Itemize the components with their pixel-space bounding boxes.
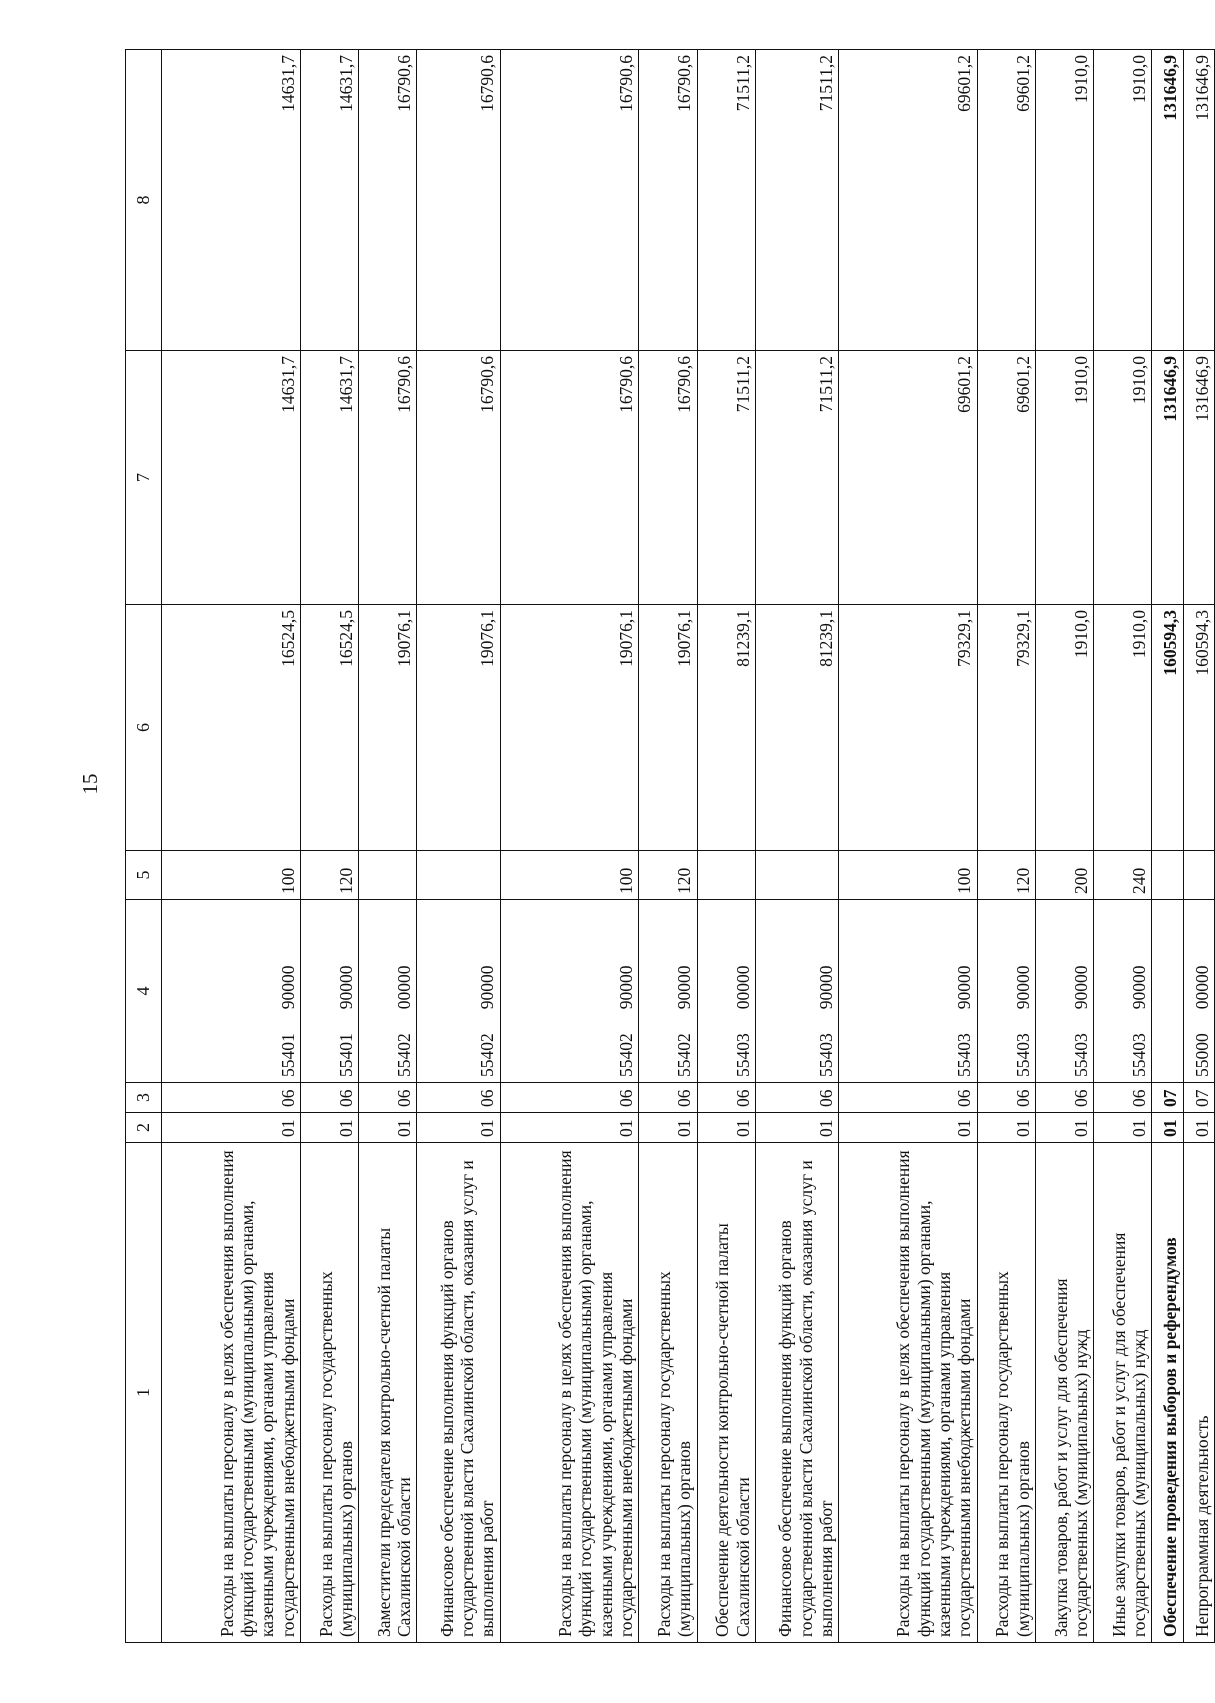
row-code-4a: 55403 (1070, 1033, 1091, 1077)
row-value-8-cell: 14631,7 (300, 50, 358, 351)
row-code-5-cell (359, 851, 417, 900)
rotated-table-inner (125, 50, 1215, 1643)
row-code-2-cell: 01 (1035, 1113, 1093, 1143)
row-name-cell: Заместители председателя контрольно-счетной палаты Сахалинской области (359, 1143, 417, 1643)
row-code-5-cell: 120 (639, 851, 697, 900)
header-cell-4: 4 (126, 900, 162, 1083)
row-value-6-cell: 19076,1 (359, 605, 417, 851)
row-code-4b: 00000 (1191, 965, 1212, 1010)
row-name-cell: Финансовое обеспечение выполнения функций органов государственной власти Сахалинской области, оказания услуг и выполнения работ (417, 1143, 500, 1643)
row-code-3-cell: 06 (639, 1083, 697, 1113)
row-value-6-cell: 1910,0 (1094, 605, 1152, 851)
table-row (755, 50, 838, 1643)
row-code-2-cell: 01 (977, 1113, 1035, 1143)
row-code-4a: 55402 (394, 1033, 415, 1077)
row-code-4a: 55403 (1129, 1033, 1150, 1077)
table-row (1183, 50, 1214, 1643)
row-code-4a: 55403 (815, 1033, 836, 1077)
header-cell-2: 2 (126, 1113, 162, 1143)
row-code-3-cell: 06 (162, 1083, 300, 1113)
row-code-4-cell (1094, 900, 1152, 1083)
row-value-6-cell: 79329,1 (977, 605, 1035, 851)
row-code-2-cell: 01 (1183, 1113, 1214, 1143)
table-row (977, 50, 1035, 1643)
row-value-8-cell: 131646,9 (1183, 50, 1214, 351)
row-code-5-cell: 200 (1035, 851, 1093, 900)
row-name-cell: Обеспечение деятельности контрольно-счетной палаты Сахалинской области (697, 1143, 755, 1643)
header-cell-7: 7 (126, 351, 162, 605)
row-code-4b: 90000 (1012, 965, 1033, 1010)
row-value-8-cell: 69601,2 (839, 50, 977, 351)
page-number: 15 (78, 773, 102, 795)
row-name-cell: Расходы на выплаты персоналу в целях обеспечения выполнения функций государственными (муниципальными) органами, казенными учреждениями, органами управления государственными внебюджетными фондами (500, 1143, 638, 1643)
row-code-2-cell: 01 (1094, 1113, 1152, 1143)
row-code-5-cell: 240 (1094, 851, 1152, 900)
row-value-7-cell: 1910,0 (1094, 351, 1152, 605)
row-code-3-cell: 06 (839, 1083, 977, 1113)
row-code-4b: 90000 (335, 965, 356, 1010)
row-value-6-cell: 19076,1 (500, 605, 638, 851)
row-code-4b: 90000 (1070, 965, 1091, 1010)
row-value-7-cell: 16790,6 (639, 351, 697, 605)
row-code-3-cell: 06 (359, 1083, 417, 1113)
row-value-6-cell: 19076,1 (417, 605, 500, 851)
row-code-4-cell (755, 900, 838, 1083)
row-code-4b: 90000 (674, 965, 695, 1010)
table-row (697, 50, 755, 1643)
table-row (639, 50, 697, 1643)
row-code-2-cell: 01 (500, 1113, 638, 1143)
row-code-3-cell: 07 (1152, 1083, 1183, 1113)
row-name-cell: Расходы на выплаты персоналу в целях обеспечения выполнения функций государственными (муниципальными) органами, казенными учреждениями, органами управления государственными внебюджетными фондами (839, 1143, 977, 1643)
row-code-4a: 55403 (954, 1033, 975, 1077)
row-code-5-cell (697, 851, 755, 900)
row-code-4a: 55401 (335, 1033, 356, 1077)
row-value-6-cell: 16524,5 (162, 605, 300, 851)
row-value-8-cell: 16790,6 (417, 50, 500, 351)
table-row (162, 50, 300, 1643)
row-value-7-cell: 71511,2 (755, 351, 838, 605)
row-value-8-cell: 16790,6 (359, 50, 417, 351)
table-row (1035, 50, 1093, 1643)
table-row (300, 50, 358, 1643)
budget-table (125, 49, 1215, 1643)
row-value-7-cell: 16790,6 (359, 351, 417, 605)
row-code-5-cell (417, 851, 500, 900)
row-code-5-cell: 100 (500, 851, 638, 900)
row-value-6-cell: 81239,1 (755, 605, 838, 851)
row-value-6-cell: 160594,3 (1152, 605, 1183, 851)
row-code-5-cell: 100 (839, 851, 977, 900)
row-value-7-cell: 131646,9 (1183, 351, 1214, 605)
row-code-4b: 90000 (277, 965, 298, 1010)
row-code-3-cell: 06 (697, 1083, 755, 1113)
row-code-4-cell (417, 900, 500, 1083)
row-value-7-cell: 16790,6 (500, 351, 638, 605)
header-cell-3: 3 (126, 1083, 162, 1113)
table-row (1152, 50, 1183, 1643)
row-value-7-cell: 14631,7 (300, 351, 358, 605)
row-code-2-cell: 01 (639, 1113, 697, 1143)
row-value-7-cell: 16790,6 (417, 351, 500, 605)
row-value-8-cell: 1910,0 (1035, 50, 1093, 351)
row-code-3-cell: 07 (1183, 1083, 1214, 1113)
row-code-2-cell: 01 (839, 1113, 977, 1143)
row-code-4b: 90000 (1129, 965, 1150, 1010)
row-name-cell: Обеспечение проведения выборов и референдумов (1152, 1143, 1183, 1643)
row-value-8-cell: 14631,7 (162, 50, 300, 351)
row-value-8-cell: 71511,2 (755, 50, 838, 351)
row-code-5-cell (1183, 851, 1214, 900)
row-code-4b: 90000 (615, 965, 636, 1010)
header-cell-8: 8 (126, 50, 162, 351)
row-code-2-cell: 01 (162, 1113, 300, 1143)
row-name-cell: Закупка товаров, работ и услуг для обеспечения государственных (муниципальных) нужд (1035, 1143, 1093, 1643)
row-code-4b: 90000 (477, 965, 498, 1010)
row-code-4a: 55000 (1191, 1033, 1212, 1077)
row-value-8-cell: 16790,6 (500, 50, 638, 351)
row-value-7-cell: 71511,2 (697, 351, 755, 605)
row-code-2-cell: 01 (1152, 1113, 1183, 1143)
row-name-cell: Непрограммная деятельность (1183, 1143, 1214, 1643)
row-name-cell: Иные закупки товаров, работ и услуг для обеспечения государственных (муниципальных) нужд (1094, 1143, 1152, 1643)
table-row (500, 50, 638, 1643)
row-code-5-cell: 120 (300, 851, 358, 900)
row-code-4-cell (1183, 900, 1214, 1083)
row-name-cell: Расходы на выплаты персоналу в целях обеспечения выполнения функций государственными (муниципальными) органами, казенными учреждениями, органами управления государственными внебюджетными фондами (162, 1143, 300, 1643)
row-name-cell: Расходы на выплаты персоналу государственных (муниципальных) органов (639, 1143, 697, 1643)
row-value-7-cell: 1910,0 (1035, 351, 1093, 605)
row-value-6-cell: 160594,3 (1183, 605, 1214, 851)
row-value-7-cell: 131646,9 (1152, 351, 1183, 605)
row-code-5-cell (1152, 851, 1183, 900)
row-name-cell: Расходы на выплаты персоналу государственных (муниципальных) органов (300, 1143, 358, 1643)
row-code-5-cell: 100 (162, 851, 300, 900)
row-value-6-cell: 81239,1 (697, 605, 755, 851)
table-row (417, 50, 500, 1643)
table-row (839, 50, 977, 1643)
row-code-4-cell (977, 900, 1035, 1083)
row-code-4-cell (697, 900, 755, 1083)
row-code-2-cell: 01 (417, 1113, 500, 1143)
row-code-2-cell: 01 (697, 1113, 755, 1143)
row-value-8-cell: 69601,2 (977, 50, 1035, 351)
row-code-4a: 55401 (277, 1033, 298, 1077)
table-row (1094, 50, 1152, 1643)
row-code-5-cell (755, 851, 838, 900)
row-name-cell: Финансовое обеспечение выполнения функций органов государственной власти Сахалинской области, оказания услуг и выполнения работ (755, 1143, 838, 1643)
row-value-8-cell: 71511,2 (697, 50, 755, 351)
row-code-2-cell: 01 (755, 1113, 838, 1143)
header-cell-5: 5 (126, 851, 162, 900)
row-code-4a: 55402 (477, 1033, 498, 1077)
row-name-cell: Расходы на выплаты персоналу государственных (муниципальных) органов (977, 1143, 1035, 1643)
row-code-4b: 00000 (732, 965, 753, 1010)
row-code-4-cell (359, 900, 417, 1083)
row-value-7-cell: 69601,2 (839, 351, 977, 605)
table-row (359, 50, 417, 1643)
row-value-6-cell: 19076,1 (639, 605, 697, 851)
row-code-4a: 55403 (732, 1033, 753, 1077)
header-cell-1: 1 (126, 1143, 162, 1643)
row-code-2-cell: 01 (359, 1113, 417, 1143)
row-value-7-cell: 14631,7 (162, 351, 300, 605)
row-value-7-cell: 69601,2 (977, 351, 1035, 605)
row-value-6-cell: 16524,5 (300, 605, 358, 851)
row-code-5-cell: 120 (977, 851, 1035, 900)
row-code-3-cell: 06 (1035, 1083, 1093, 1113)
row-code-4-cell (500, 900, 638, 1083)
row-value-8-cell: 1910,0 (1094, 50, 1152, 351)
row-code-4a: 55402 (674, 1033, 695, 1077)
row-value-8-cell: 16790,6 (639, 50, 697, 351)
row-code-2-cell: 01 (300, 1113, 358, 1143)
row-value-6-cell: 79329,1 (839, 605, 977, 851)
row-code-3-cell: 06 (300, 1083, 358, 1113)
rotated-table-area (125, 50, 1215, 1643)
row-code-4-cell (839, 900, 977, 1083)
row-code-4b: 00000 (394, 965, 415, 1010)
row-code-3-cell: 06 (755, 1083, 838, 1113)
row-code-3-cell: 06 (417, 1083, 500, 1113)
row-value-6-cell: 1910,0 (1035, 605, 1093, 851)
row-code-4a: 55403 (1012, 1033, 1033, 1077)
row-code-4-cell (1035, 900, 1093, 1083)
row-code-3-cell: 06 (500, 1083, 638, 1113)
row-code-4b: 90000 (954, 965, 975, 1010)
row-code-3-cell: 06 (977, 1083, 1035, 1113)
row-code-4-cell (300, 900, 358, 1083)
row-code-4a: 55402 (615, 1033, 636, 1077)
header-cell-6: 6 (126, 605, 162, 851)
row-code-4-cell (1152, 900, 1183, 1083)
row-code-4b: 90000 (815, 965, 836, 1010)
table-header-row (126, 50, 162, 1643)
row-code-4-cell (639, 900, 697, 1083)
row-value-8-cell: 131646,9 (1152, 50, 1183, 351)
row-code-3-cell: 06 (1094, 1083, 1152, 1113)
row-code-4-cell (162, 900, 300, 1083)
